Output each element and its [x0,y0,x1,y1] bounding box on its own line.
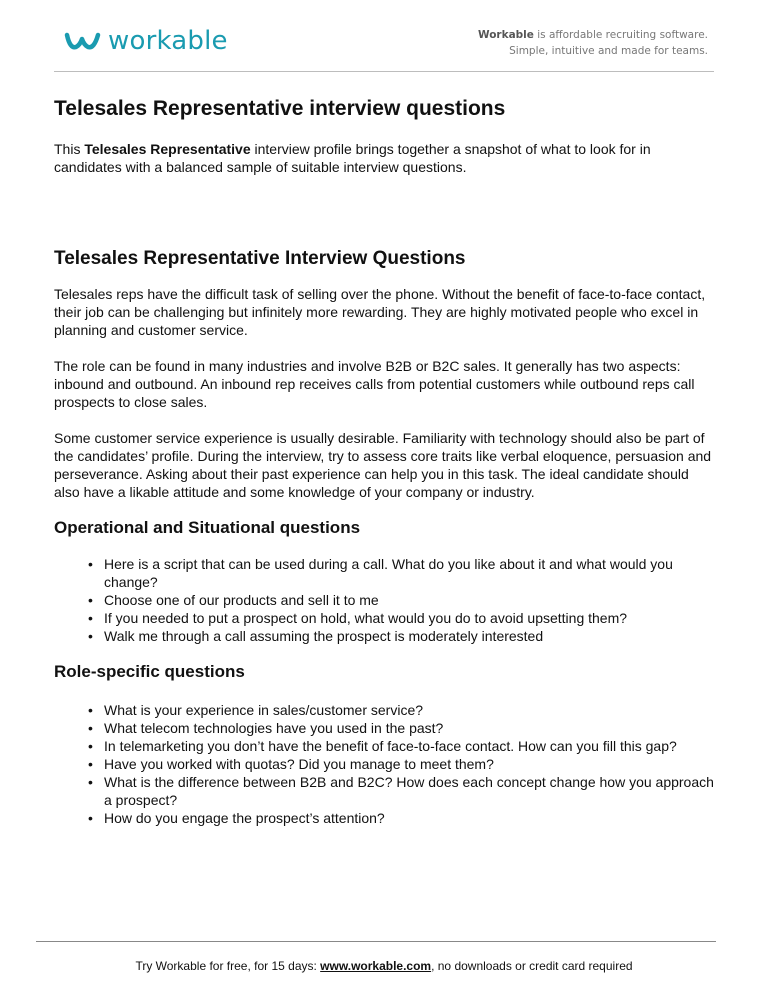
tagline-line2: Simple, intuitive and made for teams. [509,45,708,57]
list-item: • Have you worked with quotas? Did you manage to meet them? [86,755,714,773]
page-title: Telesales Representative interview questions [54,97,506,120]
workable-link[interactable]: www.workable.com [320,959,432,973]
list-item: • Choose one of our products and sell it to me [86,591,714,609]
list-item: • Walk me through a call assuming the prospect is moderately interested [86,627,714,645]
tagline-rest: is affordable recruiting software. [537,29,708,41]
operational-heading: Operational and Situational questions [54,518,361,537]
footer [0,959,768,973]
intro-paragraph [54,140,714,176]
operational-list [54,555,714,645]
paragraph-2: The role can be found in many industries and involve B2B or B2C sales. It generally has two aspects: inbound and outbound. An inbound rep receives calls from potential customers while outbound reps call prospects to close sales. [54,358,695,410]
tagline-brand: Workable [477,29,534,41]
document-body [54,96,714,827]
list-item: • Here is a script that can be used during a call. What do you like about it and what would you change? [86,555,714,591]
workable-logo[interactable] [64,26,228,56]
tagline [478,27,708,59]
role-specific-list [54,701,714,827]
list-item: • If you needed to put a prospect on hold, what would you do to avoid upsetting them? [86,609,714,627]
intro-rest: interview profile brings together a snapshot of what to look for in candidates with a balanced sample of suitable interview questions. [54,141,651,175]
header-divider [54,71,714,72]
list-item: • What telecom technologies have you used in the past? [86,719,714,737]
footer-prefix: Try Workable for free, for 15 days: [135,959,321,973]
list-item: • How do you engage the prospect’s attention? [86,809,714,827]
list-item: • In telemarketing you don’t have the benefit of face-to-face contact. How can you fill this gap? [86,737,714,755]
logo-text: workable [108,26,228,56]
paragraph-1: Telesales reps have the difficult task of selling over the phone. Without the benefit of face-to-face contact, their job can be challenging but infinitely more rewarding. They are highly motivated people who excel in planning and customer service. [54,286,706,338]
footer-divider [36,941,716,942]
workable-logo-icon [64,29,102,53]
page-header [0,0,768,72]
list-item: • What is your experience in sales/customer service? [86,701,714,719]
list-item: • What is the difference between B2B and B2C? How does each concept change how you approach a prospect? [86,773,714,809]
section-title: Telesales Representative Interview Questions [54,248,466,269]
footer-suffix: , no downloads or credit card required [431,959,633,973]
role-specific-heading: Role-specific questions [54,662,245,681]
intro-bold: Telesales Representative [84,141,251,157]
paragraph-3: Some customer service experience is usually desirable. Familiarity with technology should also be part of the candidates’ profile. During the interview, try to assess core traits like verbal eloquence, persuasion and perseverance. Asking about their past experience can help you in this task. The ideal candidate should also have a likable attitude and some knowledge of your company or industry. [54,430,712,500]
intro-prefix: This [54,141,85,157]
